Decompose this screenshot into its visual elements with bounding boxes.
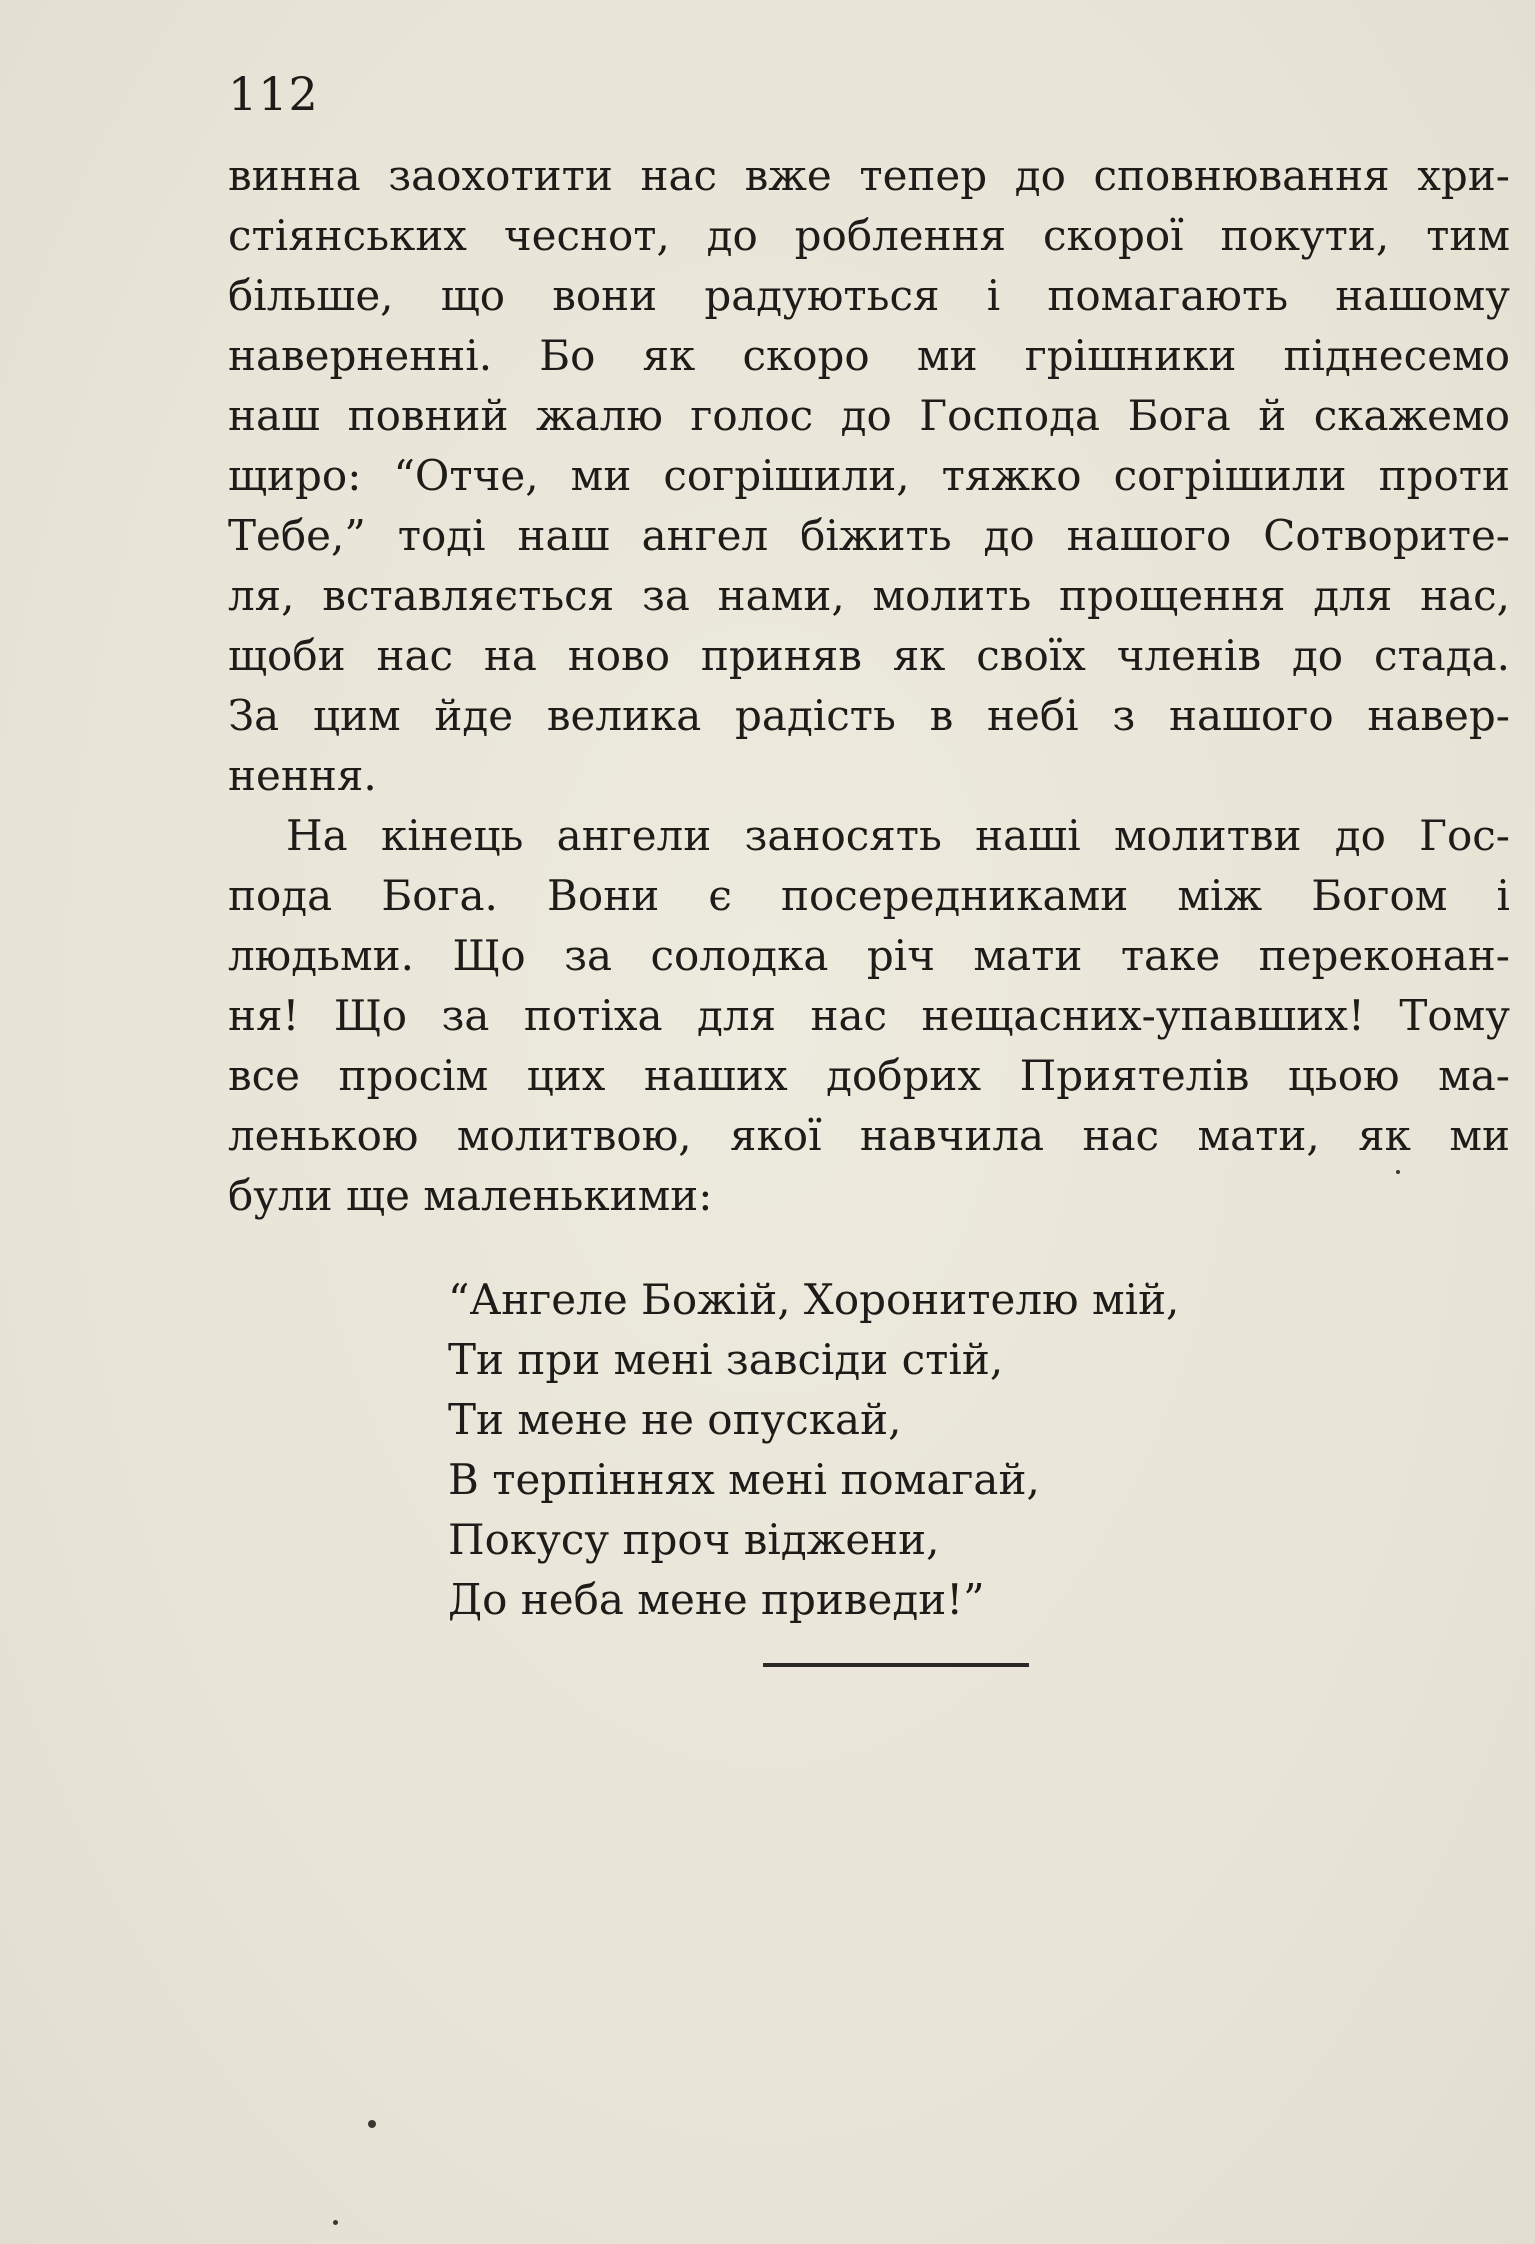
text-line: щоби нас на ново приняв як своїх членів до стада.	[228, 631, 1510, 680]
poem-verse: Ти мене не опускай,	[448, 1395, 902, 1444]
text-line: пода Бога. Вони є посередниками між Богом і	[228, 871, 1510, 920]
poem-verse: В терпіннях мені помагай,	[448, 1455, 1040, 1504]
paper-speck	[333, 2220, 338, 2225]
section-divider	[763, 1663, 1029, 1667]
poem-verse: До неба мене приведи!”	[448, 1575, 985, 1624]
prayer-poem	[448, 1270, 1348, 1630]
text-line: людьми. Що за солодка річ мати таке переконан-	[228, 931, 1510, 980]
text-line: винна заохотити нас вже тепер до сповнювання хри-	[228, 151, 1510, 200]
text-line: були ще маленькими:	[228, 1171, 713, 1220]
body-text	[228, 146, 1510, 1226]
text-line: ля, вставляється за нами, молить прощення для нас,	[228, 571, 1510, 620]
text-line: більше, що вони радуються і помагають нашому	[228, 271, 1510, 320]
paper-speck	[1396, 1170, 1400, 1174]
text-line: наш повний жалю голос до Господа Бога й скажемо	[228, 391, 1510, 440]
text-line: Тебе,” тоді наш ангел біжить до нашого Сотворите-	[228, 511, 1510, 560]
poem-verse: Покусу проч віджени,	[448, 1515, 940, 1564]
poem-verse: “Ангеле Божій, Хоронителю мій,	[448, 1275, 1180, 1324]
poem-verse: Ти при мені завсіди стій,	[448, 1335, 1004, 1384]
text-line: ленькою молитвою, якої навчила нас мати, як ми	[228, 1111, 1510, 1160]
text-line: все просім цих наших добрих Приятелів цьою ма-	[228, 1051, 1510, 1100]
text-line: стіянських чеснот, до роблення скорої покути, тим	[228, 211, 1510, 260]
text-line: наверненні. Бо як скоро ми грішники піднесемо	[228, 331, 1510, 380]
text-line: нення.	[228, 751, 377, 800]
text-line: ня! Що за потіха для нас нещасних-упавших! Тому	[228, 991, 1510, 1040]
text-line: щиро: “Отче, ми согрішили, тяжко согрішили проти	[228, 451, 1510, 500]
paper-speck	[368, 2120, 376, 2128]
text-line: За цим йде велика радість в небі з нашого навер-	[228, 691, 1510, 740]
page-number: 112	[228, 67, 319, 121]
text-line: На кінець ангели заносять наші молитви до Гос-	[286, 811, 1510, 860]
